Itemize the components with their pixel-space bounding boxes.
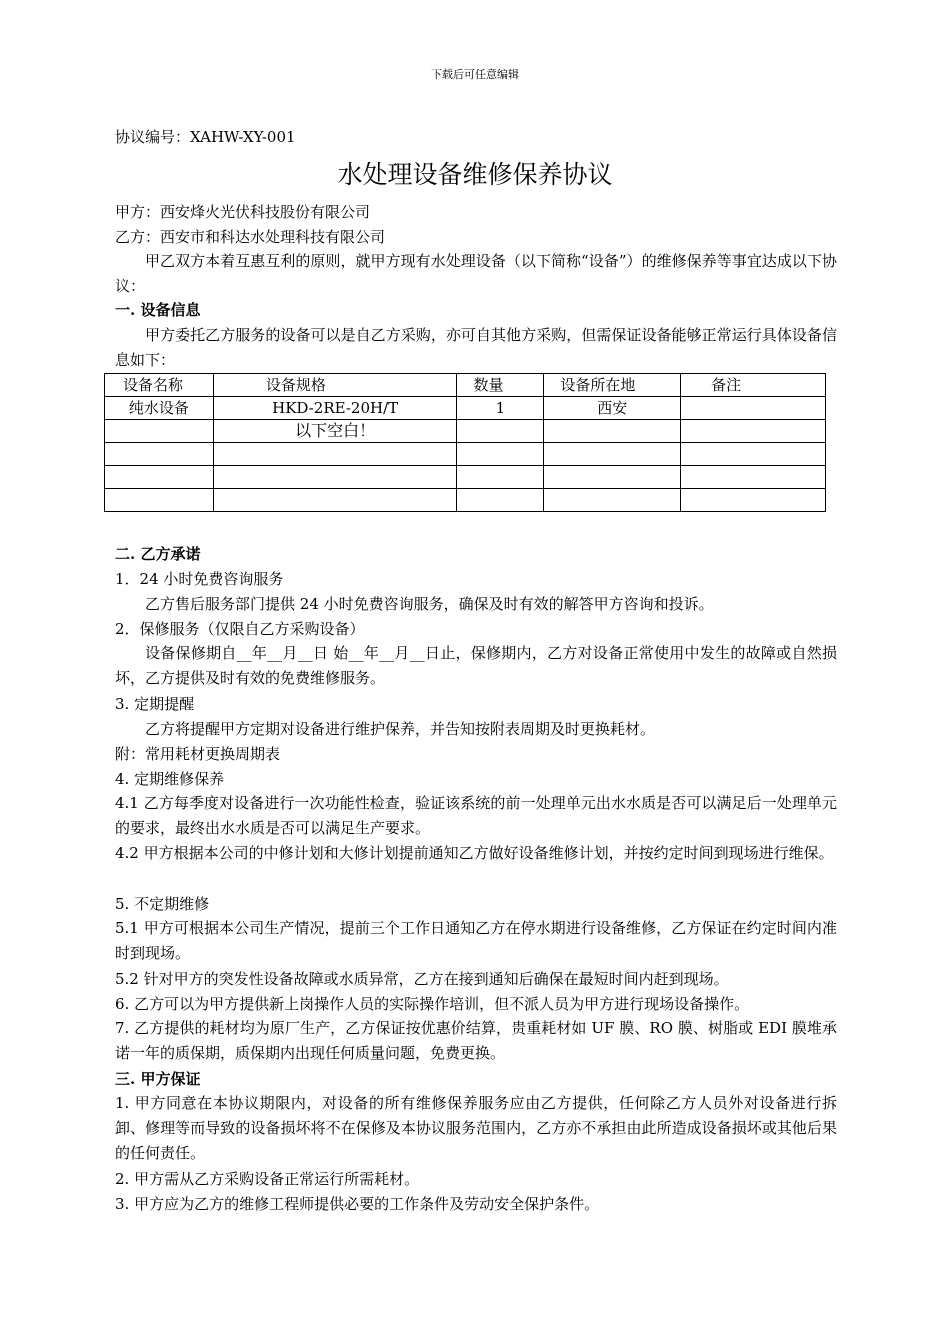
item3-text: 乙方将提醒甲方定期对设备进行维护保养，并告知按附表周期及时更换耗材。 bbox=[145, 720, 656, 738]
item5-1-text: 5.1 甲方可根据本公司生产情况，提前三个工作日通知乙方在停水期进行设备维修，乙方保证在约定时间内准时到现场。 bbox=[115, 919, 837, 962]
table-cell bbox=[213, 443, 457, 466]
item4-title: 4. 定期维修保养 bbox=[115, 770, 225, 788]
item2-text: 设备保修期自__年__月__日 始__年__月__日止，保修期内，乙方对设备正常使用中发生的故障或自然损坏，乙方提供及时有效的免费维修服务。 bbox=[115, 644, 837, 687]
table-cell bbox=[213, 466, 457, 489]
table-cell bbox=[681, 489, 826, 512]
item1-text: 乙方售后服务部门提供 24 小时免费咨询服务，确保及时有效的解答甲方咨询和投诉。 bbox=[145, 595, 714, 613]
item1-title: 1．24 小时免费咨询服务 bbox=[115, 570, 284, 588]
item4-2-text: 4.2 甲方根据本公司的中修计划和大修计划提前通知乙方做好设备维修计划，并按约定时间到现场进行维保。 bbox=[115, 844, 834, 862]
table-header-cell: 备注 bbox=[681, 374, 826, 397]
item5-2-text: 5.2 针对甲方的突发性设备故障或水质异常，乙方在接到通知后确保在最短时间内赶到现场。 bbox=[115, 970, 729, 988]
table-row bbox=[105, 420, 826, 443]
table-row bbox=[105, 397, 826, 420]
section1-heading: 一. 设备信息 bbox=[115, 301, 201, 319]
item5-title: 5. 不定期维修 bbox=[115, 895, 210, 913]
table-cell bbox=[105, 466, 214, 489]
table-cell bbox=[457, 420, 544, 443]
item7-text: 7. 乙方提供的耗材均为原厂生产，乙方保证按优惠价结算，贵重耗材如 UF 膜、RO 膜、树脂或 EDI 膜堆承诺一年的质保期，质保期内出现任何质量问题，免费更换。 bbox=[115, 1019, 837, 1062]
table-header-cell: 设备所在地 bbox=[544, 374, 681, 397]
section3-item2: 2. 甲方需从乙方采购设备正常运行所需耗材。 bbox=[115, 1170, 420, 1188]
table-cell bbox=[544, 443, 681, 466]
appendix-note: 附：常用耗材更换周期表 bbox=[115, 745, 281, 763]
table-row bbox=[105, 466, 826, 489]
item4-1-text: 4.1 乙方每季度对设备进行一次功能性检查，验证该系统的前一处理单元出水水质是否可以满足后一处理单元的要求，最终出水水质是否可以满足生产要求。 bbox=[115, 794, 837, 837]
table-cell bbox=[105, 489, 214, 512]
agreement-number: 协议编号：XAHW-XY-001 bbox=[115, 128, 296, 146]
table-cell bbox=[105, 420, 214, 443]
table-row bbox=[105, 489, 826, 512]
section1-text: 甲方委托乙方服务的设备可以是自乙方采购，亦可自其他方采购，但需保证设备能够正常运行具体设备信息如下： bbox=[115, 326, 837, 369]
table-cell: 纯水设备 bbox=[105, 397, 214, 420]
section3-heading: 三. 甲方保证 bbox=[115, 1070, 201, 1088]
party-b: 乙方：西安市和科达水处理科技有限公司 bbox=[115, 228, 386, 246]
table-cell bbox=[213, 489, 457, 512]
table-header-cell: 设备规格 bbox=[213, 374, 457, 397]
header-note: 下载后可任意编辑 bbox=[431, 68, 519, 81]
section3-item3: 3. 甲方应为乙方的维修工程师提供必要的工作条件及劳动安全保护条件。 bbox=[115, 1195, 600, 1213]
table-header-row bbox=[105, 374, 826, 397]
table-cell bbox=[681, 420, 826, 443]
table-cell bbox=[681, 466, 826, 489]
section3-item1: 1. 甲方同意在本协议期限内，对设备的所有维修保养服务应由乙方提供，任何除乙方人员外对设备进行拆卸、修理等而导致的设备损坏将不在保修及本协议服务范围内，乙方亦不承担由此所造成设备损坏或其他后果的任何责任。 bbox=[115, 1094, 837, 1162]
table-cell: 1 bbox=[457, 397, 544, 420]
party-a: 甲方：西安烽火光伏科技股份有限公司 bbox=[115, 203, 371, 221]
page-title: 水处理设备维修保养协议 bbox=[337, 160, 613, 189]
table-cell bbox=[544, 489, 681, 512]
table-cell: HKD-2RE-20H/T bbox=[213, 397, 457, 420]
table-cell bbox=[681, 443, 826, 466]
section2-heading: 二. 乙方承诺 bbox=[115, 545, 201, 563]
item6-text: 6. 乙方可以为甲方提供新上岗操作人员的实际操作培训，但不派人员为甲方进行现场设备操作。 bbox=[115, 995, 750, 1013]
item3-title: 3. 定期提醒 bbox=[115, 695, 195, 713]
table-header-cell: 设备名称 bbox=[105, 374, 214, 397]
table-cell bbox=[681, 397, 826, 420]
table-header-cell: 数量 bbox=[457, 374, 544, 397]
equipment-table bbox=[104, 373, 826, 512]
table-cell bbox=[544, 420, 681, 443]
table-cell: 以下空白！ bbox=[213, 420, 457, 443]
item2-title: 2．保修服务（仅限自乙方采购设备） bbox=[115, 620, 365, 638]
table-cell: 西安 bbox=[544, 397, 681, 420]
intro-paragraph: 甲乙双方本着互惠互利的原则，就甲方现有水处理设备（以下简称“设备”）的维修保养等事宜达成以下协议： bbox=[115, 252, 837, 295]
table-row bbox=[105, 443, 826, 466]
table-cell bbox=[457, 443, 544, 466]
table-cell bbox=[457, 489, 544, 512]
table-cell bbox=[544, 466, 681, 489]
table-cell bbox=[105, 443, 214, 466]
table-cell bbox=[457, 466, 544, 489]
